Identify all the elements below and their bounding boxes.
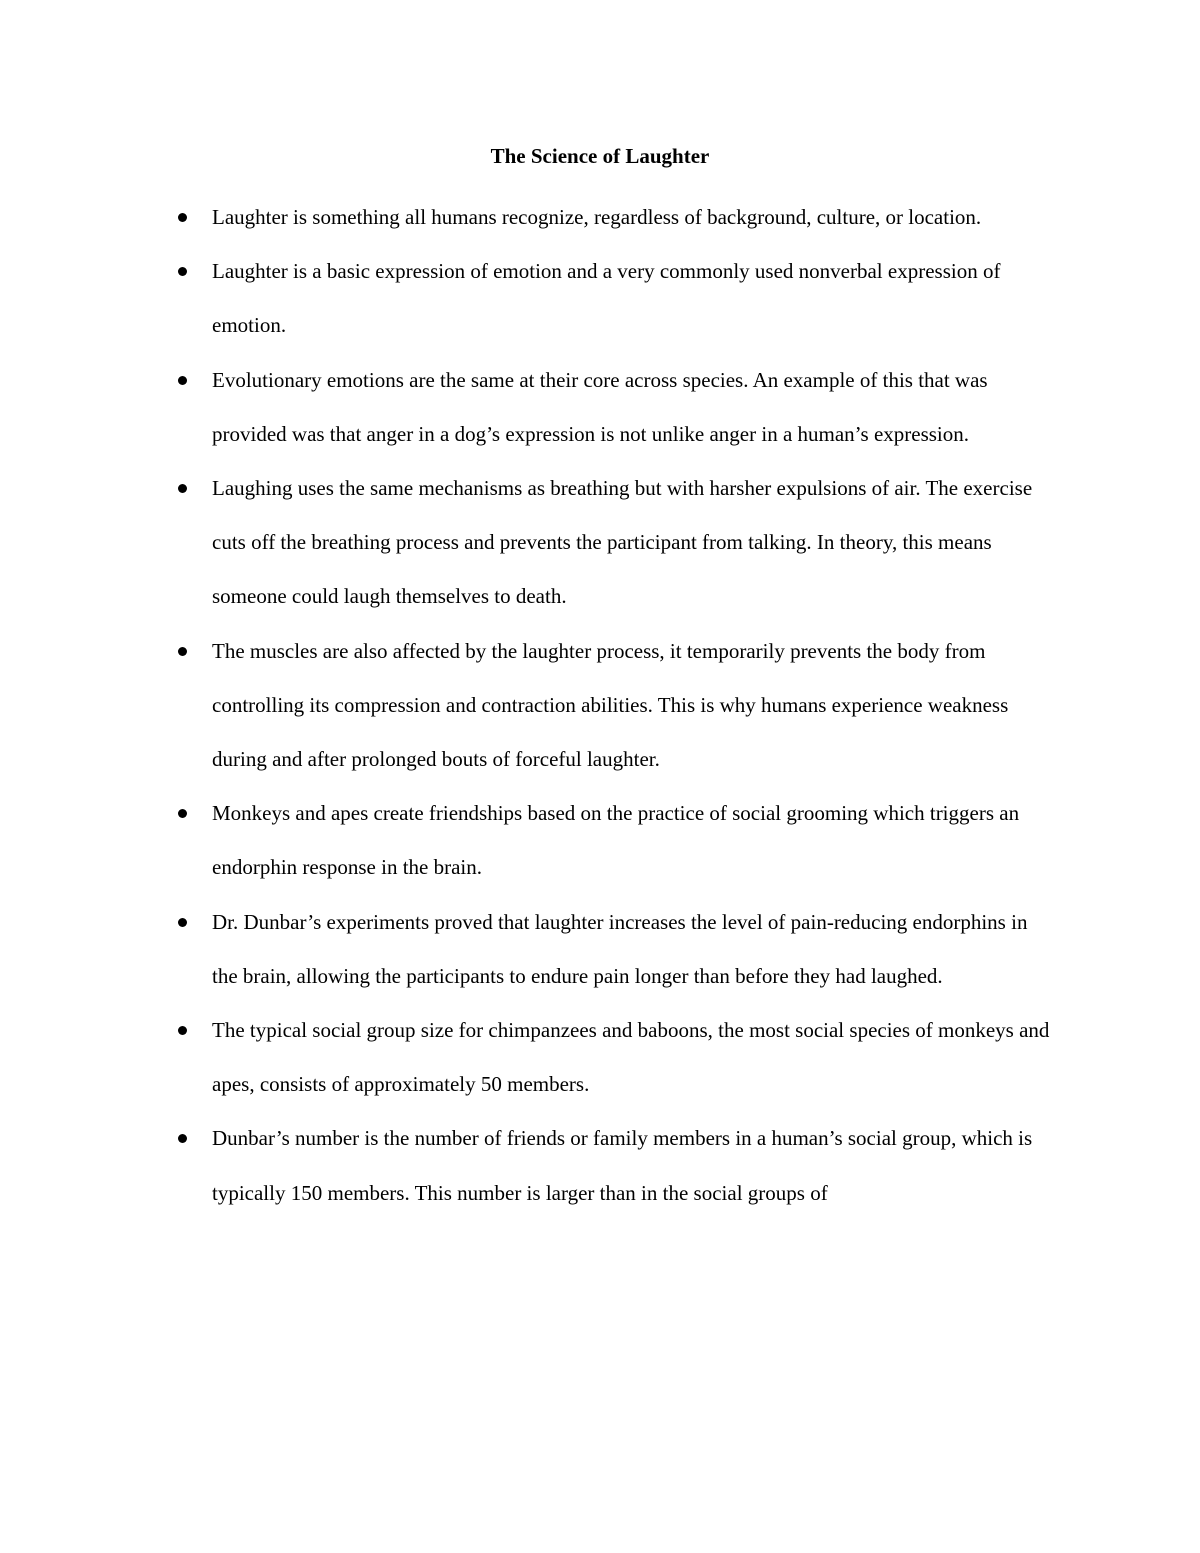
list-item-text: Evolutionary emotions are the same at their core across species. An example of this that was provided was that anger in a dog’s expression is not unlike anger in a human’s expression.: [212, 367, 988, 446]
list-item: [0, 461, 1052, 624]
list-item-text: Dunbar’s number is the number of friends or family members in a human’s social group, which is typically 150 members. This number is larger than in the social groups of: [212, 1126, 1033, 1205]
list-item: [0, 1003, 1052, 1111]
list-item: [0, 244, 1052, 352]
bullet-icon: [178, 1134, 187, 1143]
document-title: The Science of Laughter: [490, 144, 710, 168]
list-item: [0, 190, 1052, 244]
bullet-icon: [178, 213, 187, 222]
list-item: [0, 895, 1052, 1003]
list-item-text: Laughter is a basic expression of emotion and a very commonly used nonverbal expression of emotion.: [212, 259, 1001, 338]
list-item: [0, 353, 1052, 461]
bullet-icon: [178, 809, 187, 818]
bullet-icon: [178, 484, 187, 493]
list-item-text: Dr. Dunbar’s experiments proved that laughter increases the level of pain-reducing endorphins in the brain, allowing the participants to endure pain longer than before they had laughed.: [212, 909, 1028, 988]
list-item-text: The typical social group size for chimpanzees and baboons, the most social species of monkeys and apes, consists of approximately 50 members.: [212, 1018, 1050, 1097]
list-item: [0, 624, 1052, 787]
bullet-icon: [178, 647, 187, 656]
bullet-icon: [178, 267, 187, 276]
list-item-text: Laughter is something all humans recognize, regardless of background, culture, or location.: [212, 205, 982, 229]
bullet-icon: [178, 1026, 187, 1035]
list-item-text: Monkeys and apes create friendships based on the practice of social grooming which triggers an endorphin response in the brain.: [212, 801, 1020, 880]
bullet-icon: [178, 376, 187, 385]
list-item-text: The muscles are also affected by the laughter process, it temporarily prevents the body from controlling its compression and contraction abilities. This is why humans experience weakness during and after prolonged bouts of forceful laughter.: [212, 638, 1009, 772]
list-item: [0, 1111, 1052, 1219]
bullet-list: [0, 190, 1200, 1220]
list-item: [0, 786, 1052, 894]
list-item-text: Laughing uses the same mechanisms as breathing but with harsher expulsions of air. The exercise cuts off the breathing process and prevents the participant from talking. In theory, this means someone could laugh themselves to death.: [212, 476, 1033, 609]
bullet-icon: [178, 918, 187, 927]
